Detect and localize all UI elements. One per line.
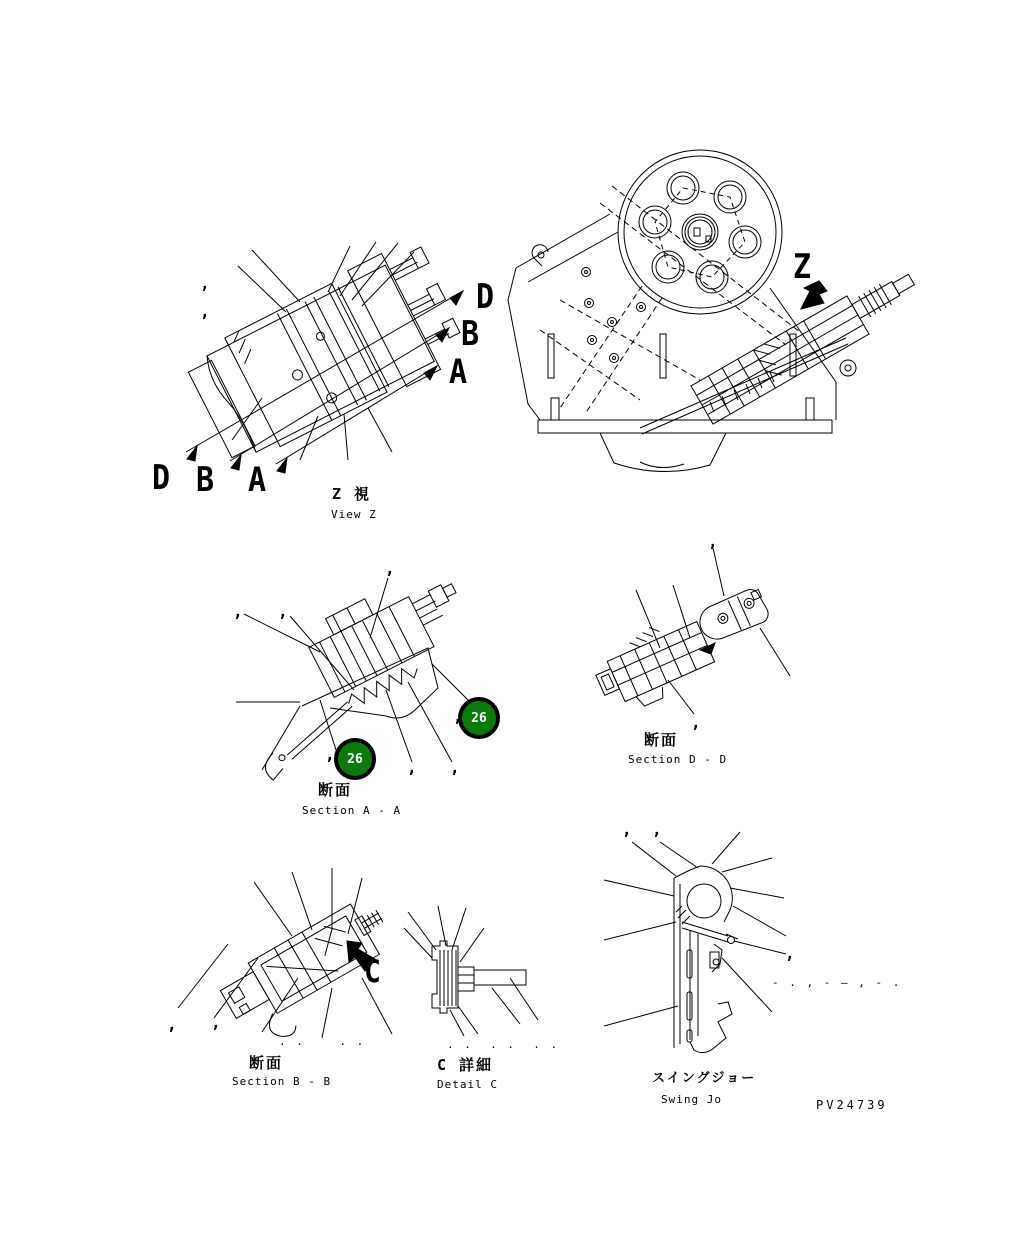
swing-jaw-title-ja: スイングジョー [652,1071,757,1086]
tick-row-swing-jaw: - . , - — , - . [772,976,902,989]
view-marker-z: Z [793,247,812,287]
section-bb-title-ja: 断面 [249,1054,284,1072]
section-bb-title-en: Section B - B [232,1075,332,1088]
body-bolts [582,268,646,363]
section-marker-a-bottom: A [248,460,267,500]
callout-placeholder: , [622,820,632,839]
callout-placeholder: , [691,713,701,732]
callout-placeholder: , [453,707,463,726]
section-aa-title-ja: 断面 [318,781,353,799]
section-dd-drawing [587,548,790,719]
swing-jaw-drawing [604,832,786,1053]
tick-row-detail-c: . . . . . . [447,1038,560,1051]
section-aa-title-en: Section A - A [302,804,402,817]
callout-placeholder: , [708,532,718,551]
section-marker-b-bottom: B [196,460,215,500]
section-dd-title-en: Section D - D [628,753,728,766]
callout-placeholder: , [233,602,243,621]
view-z-title-ja: Z 視 [332,485,372,503]
callout-placeholder: , [785,944,795,963]
detail-c-title-ja: C 詳細 [437,1056,494,1074]
section-cut-arrow-icon [450,291,463,305]
callout-placeholder: , [450,758,460,777]
callout-placeholder: , [407,758,417,777]
section-marker-b-top: B [461,314,480,354]
part-callout-badge: 26 [334,738,376,780]
callout-placeholder: , [652,820,662,839]
view-z-title-en: View Z [331,508,377,521]
section-dd-title-ja: 断面 [644,731,679,749]
callout-placeholder: , [325,745,335,764]
callout-placeholder: , [200,302,210,321]
callout-placeholder: , [211,1013,221,1032]
section-marker-d-top: D [476,277,495,317]
section-cut-arrow-icon [424,366,437,380]
drawing-number: PV24739 [816,1098,888,1112]
detail-c-title-en: Detail C [437,1078,498,1091]
section-marker-a-top: A [449,352,468,392]
section-marker-d-bottom: D [152,458,171,498]
callout-placeholder: , [200,274,210,293]
callout-placeholder: , [167,1015,177,1034]
detail-marker-c: C [364,952,381,990]
swing-jaw-title-en: Swing Jo [661,1093,722,1106]
detail-c-drawing [404,906,538,1036]
tick-row-section-bb: . . . . [279,1035,366,1048]
front-view-drawing [508,150,924,472]
callout-placeholder: , [278,602,288,621]
callout-placeholder: , [385,559,395,578]
view-z-drawing [180,236,474,473]
part-callout-badge: 26 [458,697,500,739]
